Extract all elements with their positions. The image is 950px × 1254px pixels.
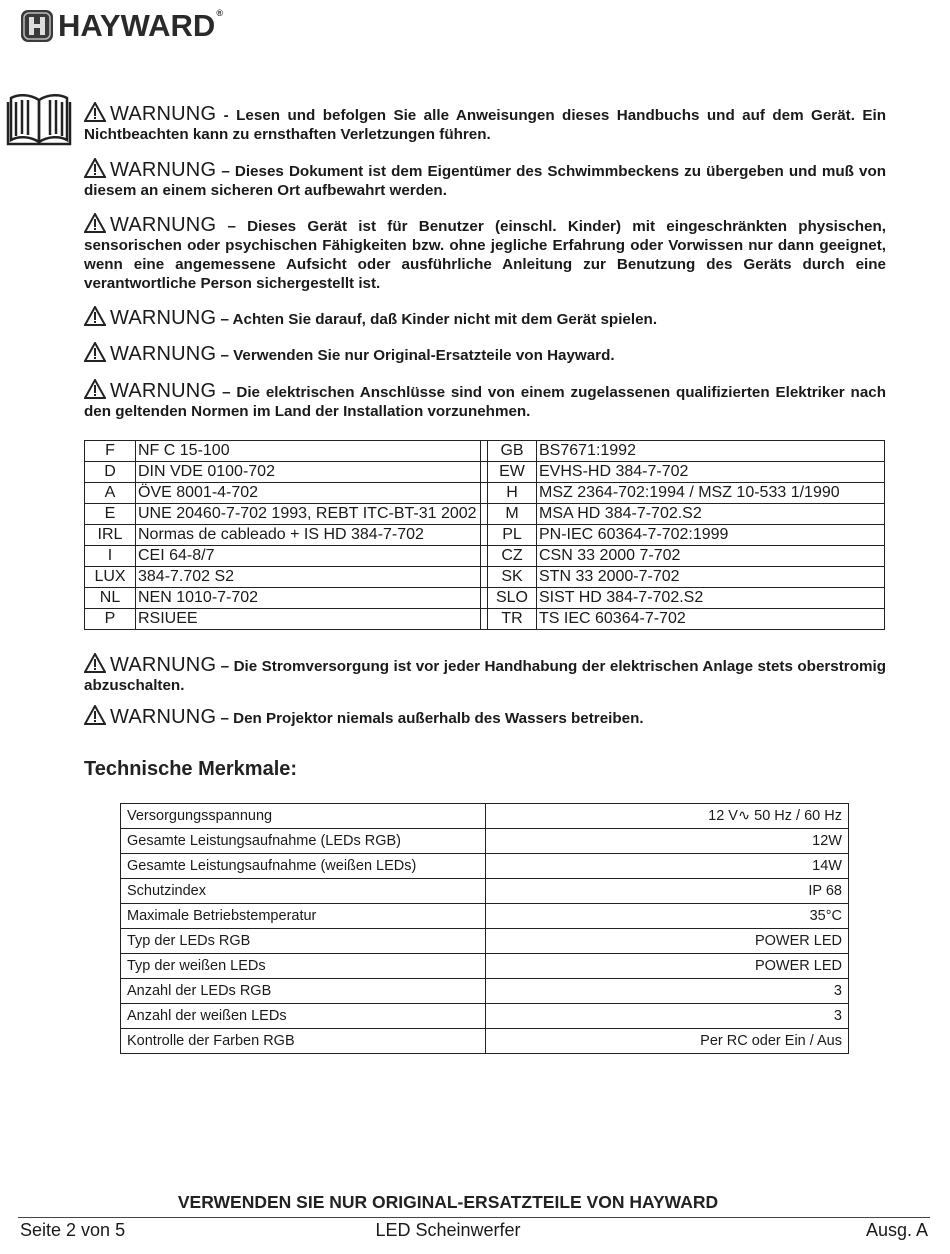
- warning-read-instructions: WARNUNG - Lesen und befolgen Sie alle Anweisungen dieses Handbuchs und auf dem Gerät. Ein Nichtbeachten kann zu ernsthaften Verletzungen führen.: [84, 103, 886, 143]
- spec-value: 12 V∿ 50 Hz / 60 Hz: [486, 804, 849, 829]
- country-standards-table: [84, 440, 885, 630]
- country-code-cell: H: [488, 483, 537, 504]
- table-gap: [481, 567, 488, 588]
- standard-cell: UNE 20460-7-702 1993, REBT ITC-BT-31 2002: [136, 504, 481, 525]
- country-code-cell: F: [85, 441, 136, 462]
- table-row: [85, 588, 885, 609]
- warning-triangle-icon: [84, 653, 106, 673]
- table-row: [85, 567, 885, 588]
- country-code-cell: IRL: [85, 525, 136, 546]
- country-code-cell: PL: [488, 525, 537, 546]
- standard-cell: BS7671:1992: [537, 441, 885, 462]
- spec-value: POWER LED: [486, 929, 849, 954]
- standard-cell: 384-7.702 S2: [136, 567, 481, 588]
- standard-cell: SIST HD 384-7-702.S2: [537, 588, 885, 609]
- table-gap: [481, 483, 488, 504]
- standard-cell: Normas de cableado + IS HD 384-7-702: [136, 525, 481, 546]
- warning-hand-over-document: WARNUNG – Dieses Dokument ist dem Eigentümer des Schwimmbeckens zu übergeben und muß von diesem an einem sicheren Ort aufbewahrt werden.: [84, 159, 886, 199]
- spec-label: Anzahl der LEDs RGB: [121, 979, 486, 1004]
- standard-cell: CSN 33 2000 7-702: [537, 546, 885, 567]
- warning-triangle-icon: [84, 306, 106, 326]
- table-row: [85, 483, 885, 504]
- warning-children: WARNUNG – Achten Sie darauf, daß Kinder nicht mit dem Gerät spielen.: [84, 306, 886, 329]
- edition-label: Ausg. A: [865, 1220, 928, 1240]
- footer-divider: [18, 1217, 930, 1218]
- product-name: LED Scheinwerfer: [375, 1220, 521, 1240]
- standard-cell: NEN 1010-7-702: [136, 588, 481, 609]
- spec-label: Versorgungsspannung: [121, 804, 486, 829]
- table-row: [121, 929, 849, 954]
- table-row: [121, 1004, 849, 1029]
- spec-value: 3: [486, 1004, 849, 1029]
- standard-cell: STN 33 2000-7-702: [537, 567, 885, 588]
- warning-power-off: WARNUNG – Die Stromversorgung ist vor jeder Handhabung der elektrischen Anlage stets oberstromig abzuschalten.: [84, 654, 886, 694]
- country-code-cell: P: [85, 609, 136, 630]
- table-row: [85, 504, 885, 525]
- spec-label: Anzahl der weißen LEDs: [121, 1004, 486, 1029]
- spec-value: 14W: [486, 854, 849, 879]
- standard-cell: TS IEC 60364-7-702: [537, 609, 885, 630]
- spec-label: Gesamte Leistungsaufnahme (weißen LEDs): [121, 854, 486, 879]
- table-row: [121, 829, 849, 854]
- page-number: Seite 2 von 5: [20, 1220, 126, 1240]
- country-code-cell: LUX: [85, 567, 136, 588]
- country-code-cell: SLO: [488, 588, 537, 609]
- brand-name: HAYWARD®: [58, 8, 223, 43]
- warning-triangle-icon: [84, 379, 106, 399]
- table-row: [121, 1029, 849, 1054]
- warning-user-restrictions: WARNUNG – Dieses Gerät ist für Benutzer (einschl. Kinder) mit eingeschränkten physischen, sensorischen oder psychischen Fähigkeiten bzw. ohne jegliche Erfahrung oder Vorwissen nur dann geeignet, wenn eine angemessene Aufsicht oder ausführliche Anleitung zur Benutzung des Geräts durch eine verantwortliche Person sichergestellt ist.: [84, 214, 886, 292]
- technical-specs-heading: Technische Merkmale:: [84, 758, 298, 780]
- table-gap: [481, 504, 488, 525]
- warning-triangle-icon: [84, 213, 106, 233]
- table-gap: [481, 609, 488, 630]
- spec-label: Schutzindex: [121, 879, 486, 904]
- warning-triangle-icon: [84, 342, 106, 362]
- country-code-cell: GB: [488, 441, 537, 462]
- spec-label: Maximale Betriebstemperatur: [121, 904, 486, 929]
- country-code-cell: E: [85, 504, 136, 525]
- country-code-cell: EW: [488, 462, 537, 483]
- footer-banner: VERWENDEN SIE NUR ORIGINAL-ERSATZTEILE VON HAYWARD: [177, 1192, 719, 1212]
- read-manual-book-icon: [6, 90, 72, 146]
- standard-cell: NF C 15-100: [136, 441, 481, 462]
- spec-value: Per RC oder Ein / Aus: [486, 1029, 849, 1054]
- standard-cell: PN-IEC 60364-7-702:1999: [537, 525, 885, 546]
- country-code-cell: SK: [488, 567, 537, 588]
- spec-value: IP 68: [486, 879, 849, 904]
- spec-label: Kontrolle der Farben RGB: [121, 1029, 486, 1054]
- country-code-cell: D: [85, 462, 136, 483]
- hayward-h-logo-icon: [20, 9, 54, 43]
- spec-label: Gesamte Leistungsaufnahme (LEDs RGB): [121, 829, 486, 854]
- warning-triangle-icon: [84, 158, 106, 178]
- standard-cell: CEI 64-8/7: [136, 546, 481, 567]
- standard-cell: MSZ 2364-702:1994 / MSZ 10-533 1/1990: [537, 483, 885, 504]
- standard-cell: RSIUEE: [136, 609, 481, 630]
- spec-value: 3: [486, 979, 849, 1004]
- table-row: [85, 441, 885, 462]
- table-row: [121, 979, 849, 1004]
- warning-triangle-icon: [84, 705, 106, 725]
- table-row: [121, 954, 849, 979]
- table-gap: [481, 588, 488, 609]
- warning-projector-water: WARNUNG – Den Projektor niemals außerhalb des Wassers betreiben.: [84, 705, 886, 728]
- spec-label: Typ der LEDs RGB: [121, 929, 486, 954]
- standard-cell: MSA HD 384-7-702.S2: [537, 504, 885, 525]
- spec-label: Typ der weißen LEDs: [121, 954, 486, 979]
- table-gap: [481, 441, 488, 462]
- table-row: [85, 609, 885, 630]
- table-row: [121, 854, 849, 879]
- table-row: [121, 879, 849, 904]
- standard-cell: DIN VDE 0100-702: [136, 462, 481, 483]
- table-row: [85, 462, 885, 483]
- country-code-cell: CZ: [488, 546, 537, 567]
- table-gap: [481, 462, 488, 483]
- warning-electrical-connections: WARNUNG – Die elektrischen Anschlüsse sind von einem zugelassenen qualifizierten Elektriker nach den geltenden Normen im Land der Installation vorzunehmen.: [84, 380, 886, 420]
- table-row: [121, 904, 849, 929]
- country-code-cell: A: [85, 483, 136, 504]
- country-code-cell: I: [85, 546, 136, 567]
- country-code-cell: NL: [85, 588, 136, 609]
- country-code-cell: M: [488, 504, 537, 525]
- table-gap: [481, 546, 488, 567]
- table-row: [85, 546, 885, 567]
- hayward-logo: [20, 9, 223, 43]
- table-row: [85, 525, 885, 546]
- warning-original-parts: WARNUNG – Verwenden Sie nur Original-Ersatzteile von Hayward.: [84, 342, 886, 365]
- spec-value: 35°C: [486, 904, 849, 929]
- technical-specs-table: [120, 803, 849, 1054]
- table-gap: [481, 525, 488, 546]
- warning-triangle-icon: [84, 102, 106, 122]
- standard-cell: ÖVE 8001-4-702: [136, 483, 481, 504]
- standard-cell: EVHS-HD 384-7-702: [537, 462, 885, 483]
- table-row: [121, 804, 849, 829]
- spec-value: 12W: [486, 829, 849, 854]
- country-code-cell: TR: [488, 609, 537, 630]
- spec-value: POWER LED: [486, 954, 849, 979]
